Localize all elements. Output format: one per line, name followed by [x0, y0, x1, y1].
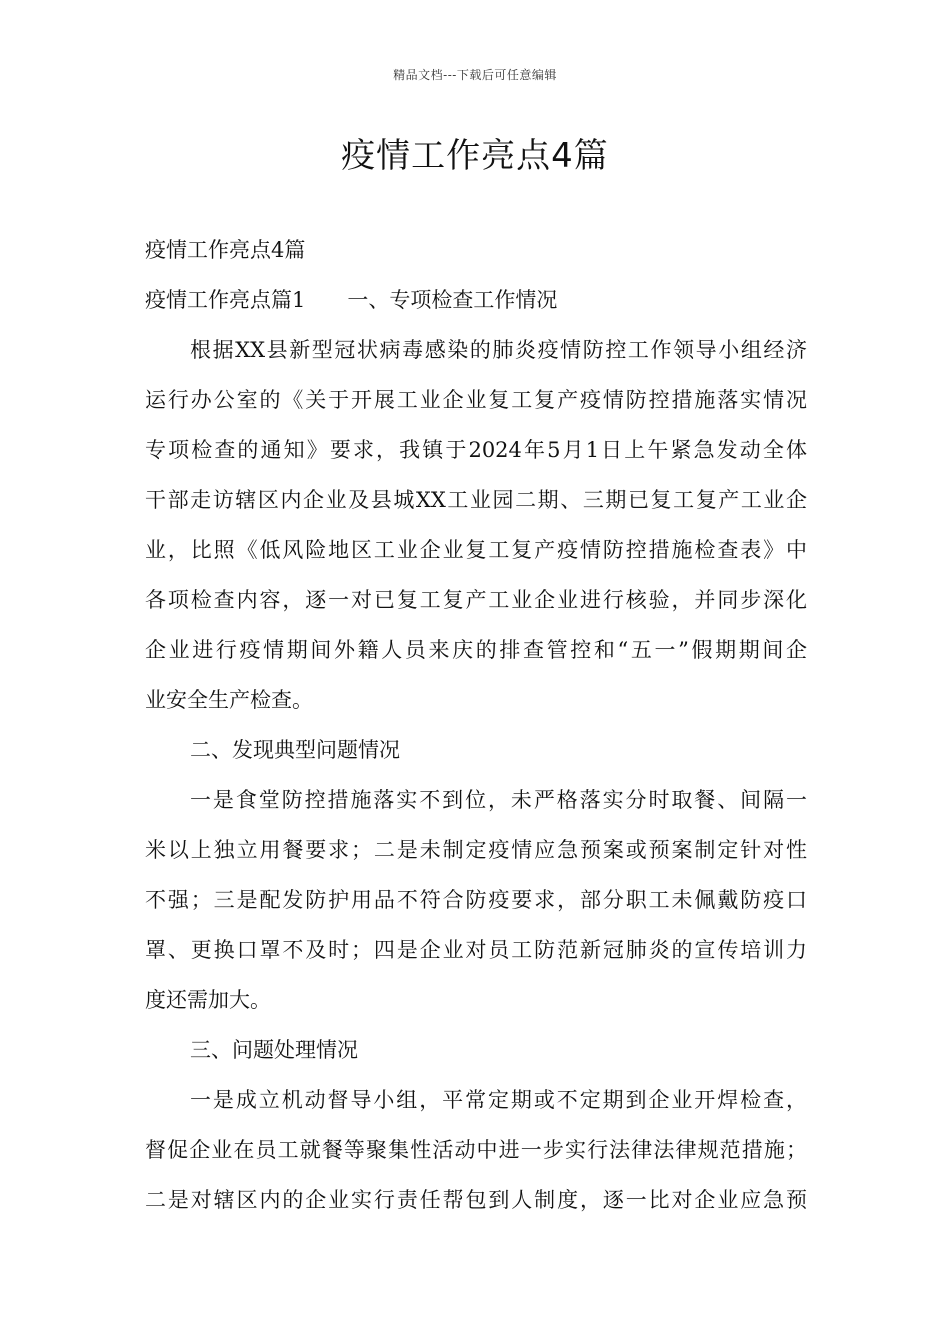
paragraph-line: 不强；三是配发防护用品不符合防疫要求，部分职工未佩戴防疫口 [145, 888, 807, 912]
paragraph-line: 二是对辖区内的企业实行责任帮包到人制度，逐一比对企业应急预 [145, 1188, 807, 1212]
paragraph-line: 度还需加大。 [145, 988, 271, 1012]
paragraph-line: 各项检查内容，逐一对已复工复产工业企业进行核验，并同步深化 [145, 588, 807, 612]
paragraph-line: 企业进行疫情期间外籍人员来庆的排查管控和“五一”假期期间企 [145, 638, 807, 662]
paragraph-line: 干部走访辖区内企业及县城XX工业园二期、三期已复工复产工业企 [145, 488, 807, 512]
section-heading: 一、专项检查工作情况 [347, 288, 558, 312]
section-heading: 三、问题处理情况 [190, 1038, 358, 1062]
paragraph-line: 运行办公室的《关于开展工业企业复工复产疫情防控措施落实情况 [145, 388, 807, 412]
paragraph-line: 米以上独立用餐要求；二是未制定疫情应急预案或预案制定针对性 [145, 838, 807, 862]
section-line [145, 275, 807, 325]
paragraph-line: 一是成立机动督导小组，平常定期或不定期到企业开焊检查， [190, 1088, 807, 1112]
document-body [145, 225, 807, 1225]
header-note: 精品文档---下载后可任意编辑 [393, 68, 557, 82]
section-heading: 二、发现典型问题情况 [190, 738, 400, 762]
section-title: 疫情工作亮点篇1 [145, 288, 306, 312]
paragraph-line: 专项检查的通知》要求，我镇于2024年5月1日上午紧急发动全体 [145, 438, 807, 462]
paragraph-line: 一是食堂防控措施落实不到位，未严格落实分时取餐、间隔一 [190, 788, 807, 812]
document-title: 疫情工作亮点4篇 [341, 136, 609, 176]
subtitle-line: 疫情工作亮点4篇 [145, 238, 306, 262]
paragraph-line: 根据XX县新型冠状病毒感染的肺炎疫情防控工作领导小组经济 [190, 338, 807, 362]
paragraph-line: 督促企业在员工就餐等聚集性活动中进一步实行法律法律规范措施； [145, 1138, 807, 1162]
paragraph-line: 罩、更换口罩不及时；四是企业对员工防范新冠肺炎的宣传培训力 [145, 938, 807, 962]
paragraph-line: 业，比照《低风险地区工业企业复工复产疫情防控措施检查表》中 [145, 538, 807, 562]
paragraph-line: 业安全生产检查。 [145, 688, 313, 712]
